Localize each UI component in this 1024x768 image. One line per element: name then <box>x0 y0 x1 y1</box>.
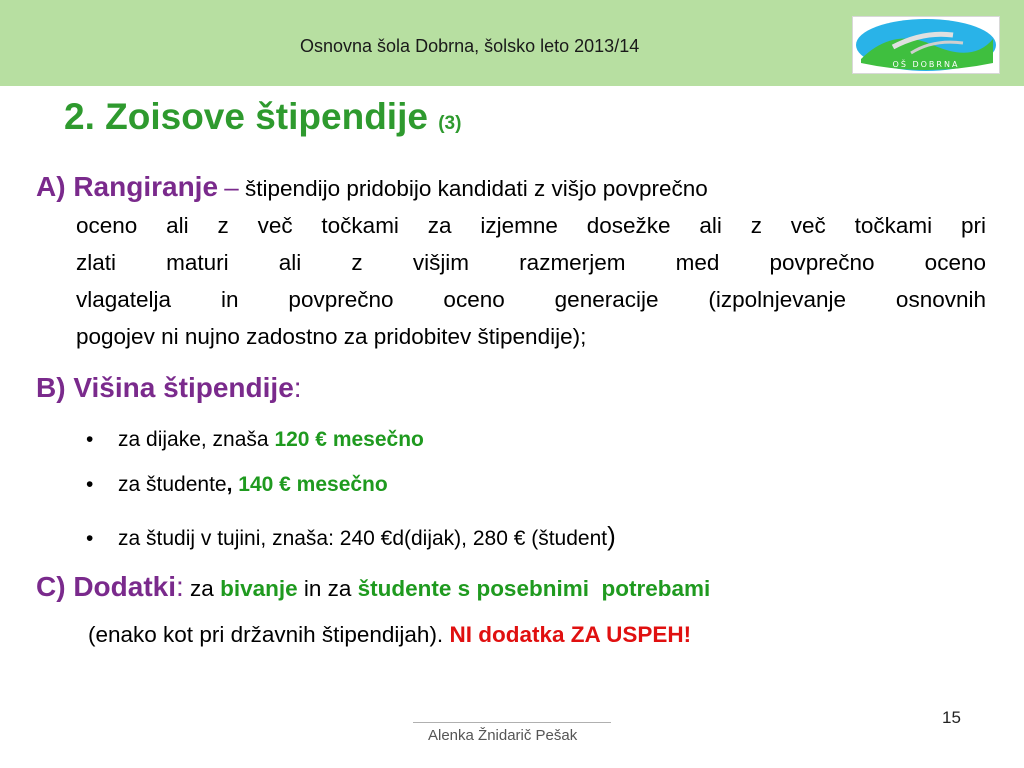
bullet-text: za študente <box>118 473 227 496</box>
section-c-note: (enako kot pri državnih štipendijah). <box>88 622 444 647</box>
section-c-studente: študente s posebnimi potrebami <box>357 576 711 601</box>
header-banner <box>0 0 1024 86</box>
bullet-text: za dijake, znaša <box>118 428 275 451</box>
list-item <box>86 428 424 452</box>
section-c-heading <box>36 571 710 603</box>
slide-title-sub: (3) <box>438 113 462 134</box>
footer-author: Alenka Žnidarič Pešak <box>428 727 578 744</box>
slide-title <box>64 96 461 138</box>
section-b-colon: : <box>293 372 302 403</box>
page-number: 15 <box>942 708 961 727</box>
section-b-heading <box>36 372 302 404</box>
section-c-label: C) Dodatki <box>36 571 176 602</box>
section-a-text-1: štipendijo pridobijo kandidati z višjo povprečno <box>245 176 708 201</box>
section-c-za: za <box>190 576 214 601</box>
school-logo <box>852 16 1000 74</box>
footer-divider <box>413 722 611 723</box>
section-a-text-5: pogojev ni nujno zadostno za pridobitev štipendije); <box>76 324 587 349</box>
section-c-emphasis: NI dodatka ZA USPEH! <box>449 622 692 647</box>
bullet-icon: • <box>86 473 94 496</box>
section-c-colon: : <box>176 571 184 602</box>
bullet-close-paren: ) <box>607 521 616 551</box>
bullet-icon: • <box>86 527 94 550</box>
section-a <box>36 168 986 355</box>
section-b-label: B) Višina štipendije <box>36 372 294 403</box>
section-a-dash: – <box>224 172 239 202</box>
logo-text: OŠ DOBRNA <box>892 60 960 69</box>
school-year-header: Osnovna šola Dobrna, šolsko leto 2013/14 <box>300 36 640 56</box>
section-a-line-1 <box>36 168 986 207</box>
section-a-text-3: zlati maturi ali z višjim razmerjem med povprečno oceno <box>76 250 986 275</box>
school-logo-icon <box>853 17 999 73</box>
section-a-text-2: oceno ali z več točkami za izjemne dosežke ali z več točkami pri <box>76 213 986 238</box>
slide-title-main: 2. Zoisove štipendije <box>64 96 428 137</box>
section-a-text-4: vlagatelja in povprečno oceno generacije (izpolnjevanje osnovnih <box>76 287 986 312</box>
list-item <box>86 473 388 497</box>
section-c-in-za: in za <box>303 576 352 601</box>
bullet-text: za študij v tujini, znaša: 240 €d(dijak), 280 € (študent <box>118 527 608 550</box>
section-c-bivanje: bivanje <box>220 576 298 601</box>
bullet-icon: • <box>86 428 94 451</box>
bullet-highlight: 120 € mesečno <box>274 428 424 451</box>
bullet-highlight: 140 € mesečno <box>238 473 388 496</box>
list-item <box>86 521 616 552</box>
section-a-label: A) Rangiranje <box>36 171 219 202</box>
section-c-line-2 <box>88 622 691 648</box>
bullet-comma: , <box>226 473 233 496</box>
